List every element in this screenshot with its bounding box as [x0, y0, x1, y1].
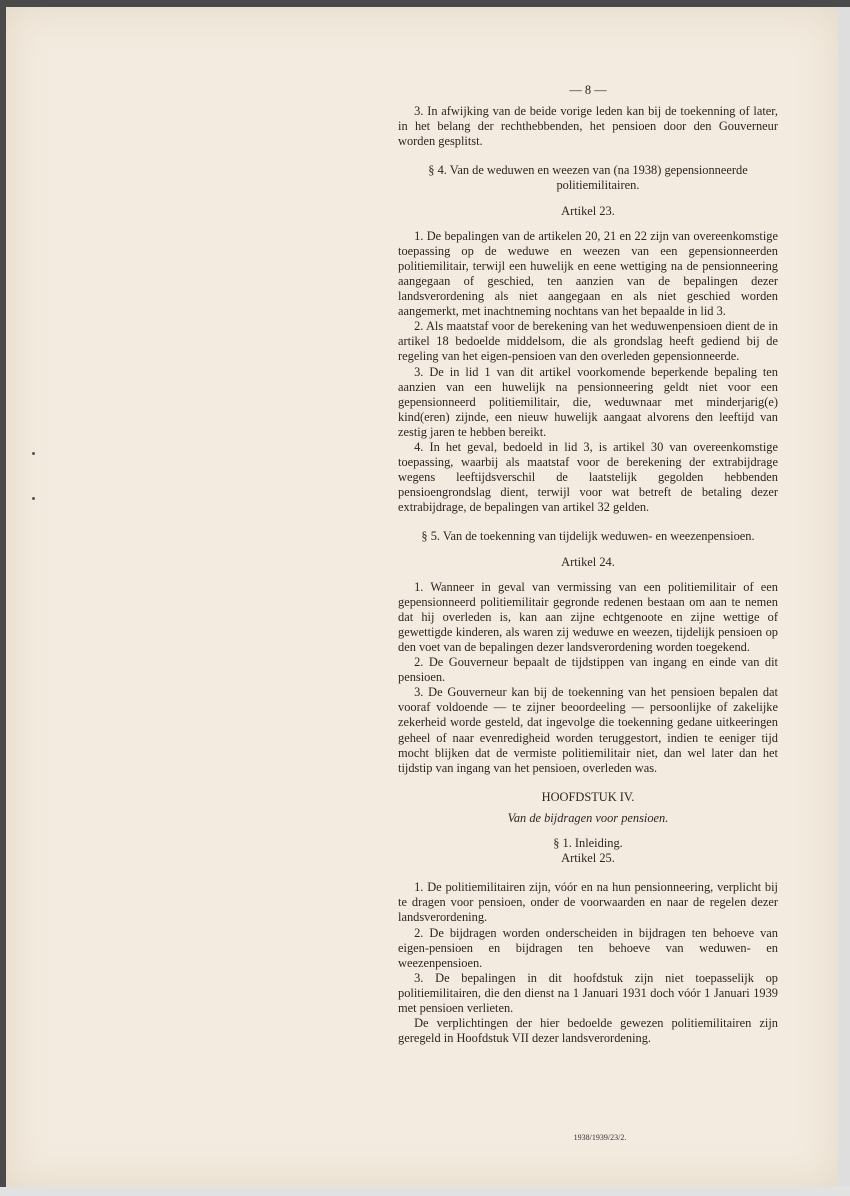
section-title: § 4. Van de weduwen en weezen van (na 1938) gepensionneerde politiemilitairen.	[428, 163, 748, 193]
section-title: § 1. Inleiding.	[553, 836, 623, 851]
page-number: — 8 —	[569, 83, 607, 97]
paragraph: 2. De bijdragen worden onderscheiden in bijdragen ten behoeve van eigen-pensioen en bijdragen ten behoeve van weduwen- en weezenpensioen.	[398, 925, 778, 970]
chapter-title: HOOFDSTUK IV.	[541, 789, 635, 804]
article-title: Artikel 24.	[561, 554, 615, 569]
paragraph: 3. De Gouverneur kan bij de toekenning van het pensioen bepalen dat vooraf voldoende — te zijner beoordeeling — persoonlijke of zakelijke zekerheid worde gesteld, dat ingevolge die toekenning gedane uitkeeringen geheel of naar evenredigheid worden teruggestort, indien te eeniger tijd mocht blijken dat de vermiste politiemilitair niet, dan wel later dan het tijdstip van ingang van het pensioen, overleden was.	[398, 685, 778, 775]
paragraph: 1. De bepalingen van de artikelen 20, 21 en 22 zijn van overeenkomstige toepassing op de weduwe en weezen van een gepensionneerden politiemilitair, terwijl een huwelijk en eene wettiging na de pensionneering aangegaan of geschied, ten aanzien van de bepalingen dezer landsverordening als niet aangegaan en als niet geschied worden aangemerkt, met inachtneming nochtans van het bepaalde in lid 3.	[398, 228, 778, 319]
paragraph: 4. In het geval, bedoeld in lid 3, is artikel 30 van overeenkomstige toepassing, waarbij als maatstaf voor de berekening der extrabijdrage wegens leeftijdsverschil de laatstelijk gegolden hebbenden pensioengrondslag dient, terwijl voor wat betreft de betaling dezer extrabijdrage, de bepalingen van artikel 32 gelden.	[398, 439, 778, 515]
chapter-subtitle: Van de bijdragen voor pensioen.	[507, 810, 669, 825]
paragraph: 1. Wanneer in geval van vermissing van een politiemilitair of een gepensionneerd politiemilitair gegronde redenen bestaan om aan te nemen dat hij overleden is, kan aan zijne echtgenoote en zijne wettige of gewettigde kinderen, als waren zij weduwe en weezen, tijdelijk pensioen op den voet van de bepalingen dezer landsverordening worden toegekend.	[398, 579, 778, 654]
paragraph: 3. In afwijking van de beide vorige leden kan bij de toekenning of later, in het belang der rechthebbenden, het pensioen door den Gouverneur worden gesplitst.	[398, 104, 778, 149]
punch-mark	[32, 497, 35, 500]
scan-edge-bottom	[0, 1187, 850, 1196]
punch-mark	[32, 452, 35, 455]
article-title: Artikel 25.	[561, 851, 615, 866]
footer-code: 1938/1939/23/2.	[573, 1133, 627, 1142]
section-title: § 5. Van de toekenning van tijdelijk weduwen- en weezenpensioen.	[421, 529, 755, 544]
paragraph: 3. De in lid 1 van dit artikel voorkomende beperkende bepaling ten aanzien van een huwelijk na pensionneering geldt niet voor een gepensionneerd politiemilitair, die, weduwnaar met minderjarig(e) kind(eren) zijnde, een nieuw huwelijk aangaat alvorens den leeftijd van zestig jaren te hebben bereikt.	[398, 364, 778, 439]
paragraph: De verplichtingen der hier bedoelde gewezen politiemilitairen zijn geregeld in Hoofdstuk VII dezer landsverordening.	[398, 1016, 778, 1046]
paragraph: 2. Als maatstaf voor de berekening van het weduwenpensioen dient de in artikel 18 bedoelde middelsom, die als grondslag heeft gediend bij de regeling van het eigen-pensioen van den overleden gepensionneerde.	[398, 319, 778, 364]
paragraph: 1. De politiemilitairen zijn, vóór en na hun pensionneering, verplicht bij te dragen voor pensioen, onder de voorwaarden en naar de regelen dezer landsverordening.	[398, 880, 778, 925]
document-body	[398, 83, 778, 1046]
paragraph: 2. De Gouverneur bepaalt de tijdstippen van ingang en einde van dit pensioen.	[398, 655, 778, 685]
scan-edge-right	[838, 7, 850, 1196]
article-title: Artikel 23.	[561, 203, 615, 218]
paragraph: 3. De bepalingen in dit hoofdstuk zijn niet toepasselijk op politiemilitairen, die den dienst na 1 Januari 1931 doch vóór 1 Januari 1939 met pensioen verlieten.	[398, 970, 778, 1015]
